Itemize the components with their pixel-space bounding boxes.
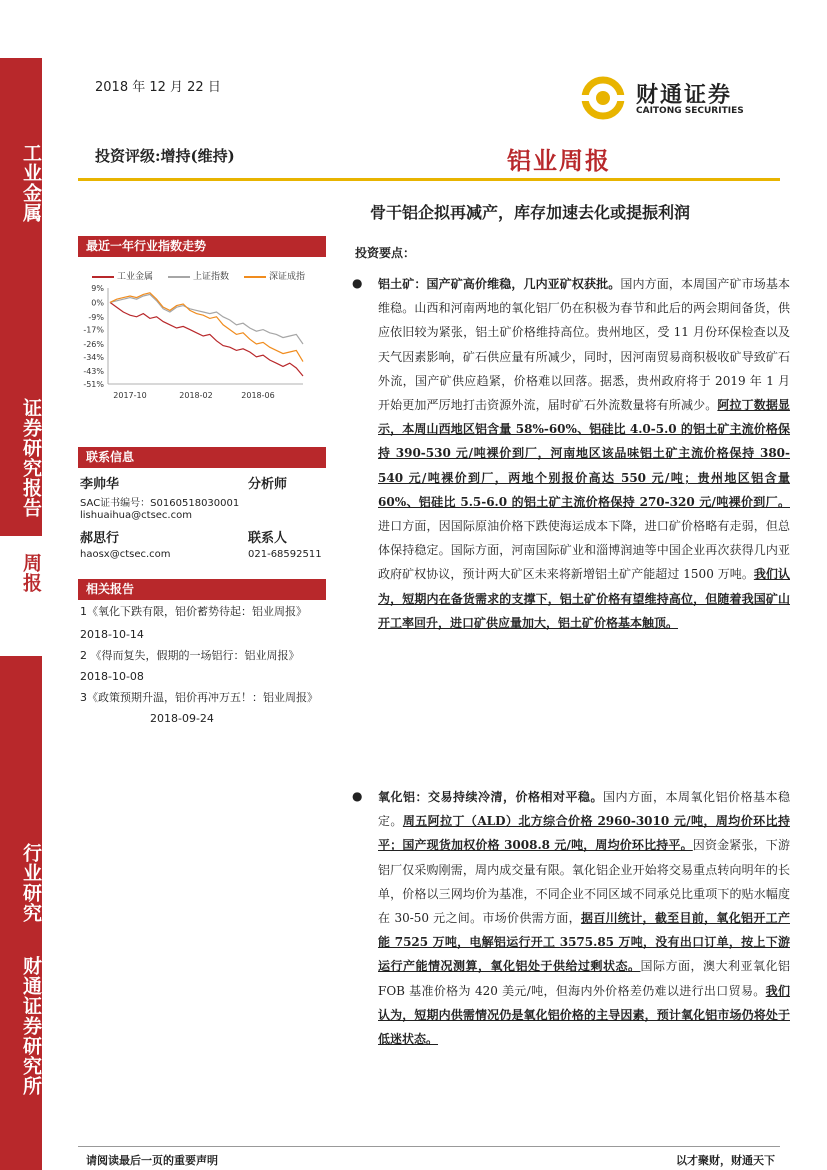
legend-swatch-shanghai — [168, 276, 190, 278]
index-chart — [78, 280, 328, 405]
legend-swatch-industrial — [92, 276, 114, 278]
x-tick-label: 2018-02 — [179, 391, 213, 400]
alumina-lead: 氧化铝：交易持续冷清，价格相对平稳。 — [378, 790, 603, 804]
paragraph-bauxite — [378, 272, 790, 635]
related-report-1-date: 2018-10-14 — [80, 628, 144, 641]
report-date: 2018 年 12 月 22 日 — [95, 80, 221, 95]
investment-rating: 投资评级:增持(维持) — [95, 147, 235, 165]
y-tick-label: -51% — [83, 380, 104, 389]
related-report-2-date: 2018-10-08 — [80, 670, 144, 683]
contact-role: 联系人 — [248, 531, 288, 546]
left-sidebar — [0, 58, 42, 1170]
series-line-深证成指 — [110, 293, 303, 362]
key-points-label: 投资要点： — [355, 246, 416, 260]
caitong-logo-icon — [578, 76, 628, 120]
report-type-title: 铝业周报 — [507, 146, 611, 175]
y-tick-label: -26% — [83, 340, 104, 349]
alumina-price: 周五阿拉丁（ALD）北方综合价格 2960-3010 元/吨，周均价环比持平；国产现货加权价格 3008.8 元/吨，周均价环比持平。 — [378, 814, 790, 853]
analyst-email: lishuaihua@ctsec.com — [80, 510, 192, 521]
contact-email: haosx@ctsec.com — [80, 549, 171, 560]
footer-divider — [78, 1146, 780, 1147]
bullet-icon: ● — [352, 276, 363, 290]
sidebar-sector: 工业金属 — [20, 143, 42, 223]
logo-text-cn: 财通证券 — [636, 83, 733, 108]
report-headline: 骨干铝企拟再减产，库存加速去化或提振利润 — [370, 203, 691, 222]
contact-phone: 021-68592511 — [248, 549, 322, 560]
legend-item-shenzhen: 深证成指 — [244, 269, 305, 282]
y-tick-label: 0% — [91, 298, 104, 308]
y-tick-label: -43% — [83, 367, 104, 377]
alumina-supply: 据百川统计，截至目前，氧化铝开工产能 7525 万吨，电解铝运行开工 3575.85 万吨，没有出口订单，按上下游运行产能情况测算，氧化铝处于供给过剩状态。 — [378, 911, 790, 974]
alumina-text-a: 国内方面，本周氧化铝价格基本稳定。 — [378, 790, 790, 829]
related-section-title: 相关报告 — [78, 579, 326, 600]
y-tick-label: -17% — [83, 325, 104, 335]
y-tick-label: 9% — [91, 284, 104, 293]
analyst-role: 分析师 — [248, 477, 288, 492]
sidebar-institute: 财通证券研究所 — [20, 956, 42, 1096]
paragraph-alumina — [378, 785, 790, 1051]
legend-item-industrial: 工业金属 — [92, 269, 153, 282]
bauxite-text-b: 进口方面，因国际原油价格下跌使海运成本下降，进口矿价格略有走弱，但总体保持稳定。国际方面，河南国际矿业和淄博润迪等中国企业再次获得几内亚政府矿权协议，预计两大矿区未来将新增铝土矿产能超过 1500 万吨。 — [378, 519, 790, 582]
contact-name: 郝思行 — [80, 531, 120, 546]
footer-disclaimer: 请阅读最后一页的重要声明 — [86, 1154, 218, 1167]
sac-number: SAC证书编号：S0160518030001 — [80, 498, 240, 509]
bauxite-data: 阿拉丁数据显示，本周山西地区铝含量 58%-60%、铝硅比 4.0-5.0 的铝土矿主流价格保持 390-530 元/吨裸价到厂，河南地区该品味铝土矿主流价格保持 380-540 元/吨裸价到厂，两地个别报价高达 550 元/吨；贵州地区铝含量 60%、铝硅比 5.5-6.0 的铝土矿主流价格保持 270-320 元/吨裸价到厂。 — [378, 398, 790, 509]
footer-slogan: 以才聚财，财通天下 — [676, 1154, 775, 1167]
sidebar-research: 行业研究 — [20, 843, 42, 923]
related-report-3[interactable]: 3《政策预期升温，铝价再冲万五！：铝业周报》 — [80, 691, 318, 704]
related-report-3-date: 2018-09-24 — [150, 712, 214, 725]
related-report-2[interactable]: 2 《得而复失，假期的一场铝行：铝业周报》 — [80, 649, 300, 662]
header-divider — [78, 178, 780, 181]
y-tick-label: -34% — [83, 352, 104, 362]
y-tick-label: -9% — [88, 312, 104, 322]
bauxite-text-a: 国内方面，本周国产矿市场基本维稳。山西和河南两地的氧化铝厂仍在积极为春节和此后的两会期间备货，供应依旧较为紧张，铝土矿价格维持高位。贵州地区，受 11 月份环保检查以及天气因素影响，矿石供应量有所减少，同时，因河南贸易商积极收矿导致矿石外流，国产矿供应趋紧，价格难以回落。据悉，贵州政府将于 2019 年 1 月开始更加严厉地打击资源外流，届时矿石外流数量将有所减少。 — [378, 277, 790, 413]
alumina-view: 我们认为，短期内供需情况仍是氧化铝价格的主导因素，预计氧化铝市场仍将处于低迷状态。 — [378, 983, 790, 1047]
analyst-name: 李帅华 — [80, 477, 120, 492]
legend-item-shanghai: 上证指数 — [168, 269, 229, 282]
sidebar-weekly: 周报 — [20, 553, 42, 593]
logo-text-en: CAITONG SECURITIES — [636, 106, 744, 116]
x-tick-label: 2018-06 — [241, 391, 275, 400]
series-line-上证指数 — [110, 294, 303, 344]
related-report-1[interactable]: 1《氧化下跌有限，铝价蓄势待起：铝业周报》 — [80, 605, 307, 618]
index-section-title: 最近一年行业指数走势 — [78, 236, 326, 257]
alumina-text-c: 国际方面，澳大利亚氧化铝 FOB 基准价格为 420 美元/吨，但海内外价格差仍难以进行出口贸易。 — [378, 959, 790, 998]
series-line-工业金属 — [110, 302, 303, 376]
bauxite-view: 我们认为，短期内在备货需求的支撑下，铝土矿价格有望维持高位，但随着我国矿山开工率回升，进口矿供应量加大，铝土矿价格基本触顶。 — [378, 567, 790, 630]
sidebar-report-kind: 证券研究报告 — [20, 398, 42, 518]
contact-section-title: 联系信息 — [78, 447, 326, 468]
legend-swatch-shenzhen — [244, 276, 266, 278]
bullet-icon: ● — [352, 789, 363, 803]
alumina-text-b: 因资金紧张，下游铝厂仅采购刚需，周内成交量有限。氧化铝企业开始将交易重点转向明年的长单，价格以三网均价为基准，不同企业不同区域不同承兑比重项下的贴水幅度在 30-50 元之间。市场价供需方面， — [378, 838, 790, 926]
bauxite-lead: 铝土矿：国产矿高价维稳，几内亚矿权获批。 — [378, 277, 621, 291]
x-tick-label: 2017-10 — [113, 391, 147, 400]
